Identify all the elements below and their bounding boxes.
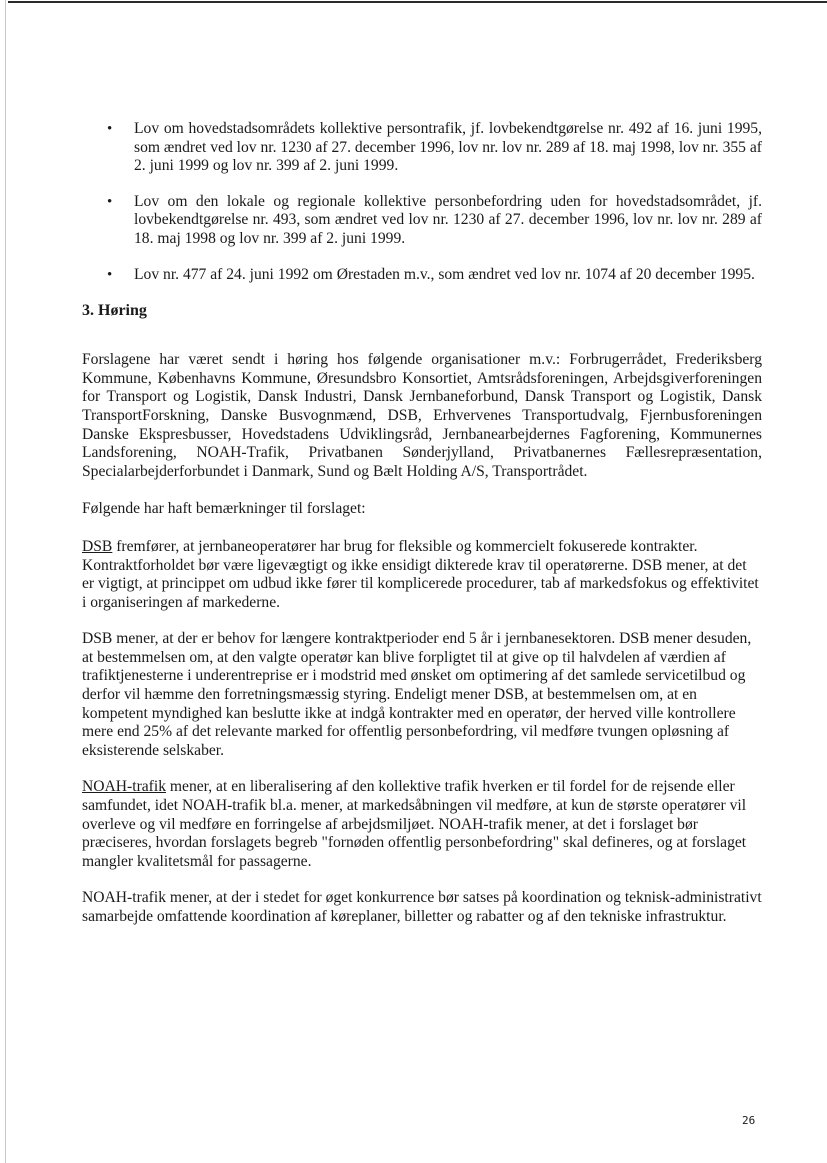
top-rule (8, 1, 827, 3)
dsb-paragraph-1 (82, 538, 762, 612)
page-number: 26 (742, 1114, 756, 1127)
noah-name: NOAH-trafik (82, 778, 167, 796)
list-item (82, 266, 762, 285)
noah-text: mener, at en liberalisering af den kollektive trafik hverken er til fordel for de rejsende eller samfundet, idet NOAH-trafik bl.a. mener, at markedsåbningen vil medføre, at kun de største operatører vil overleve og vil medføre en forringelse af arbejdsmiljøet. NOAH-trafik mener, at det i forslaget bør præciseres, hvordan forslagets begreb "fornøden offentlig personbefordring" skal defineres, og at forslaget mangler kvalitetsmål for passagerne. (82, 778, 747, 870)
dsb-paragraph-2: DSB mener, at der er behov for længere kontraktperioder end 5 år i jernbanesektoren. DSB mener desuden, at bestemmelsen om, at den valgte operatør kan blive forpligtet til at give op til halvdelen af værdien af trafiktjenesterne i underentreprise er i modstrid med ønsket om optimering af det samlede servicetilbud og derfor vil hæmme den forretningsmæssig styring. Endeligt mener DSB, at bestemmelsen om, at en kompetent myndighed kan beslutte ikke at indgå kontrakter med en operatør, der herved ville kontrollere mere end 25% af det relevante marked for offentlig personbefordring, vil medføre tvungen opløsning af eksisterende selskaber. (82, 630, 752, 759)
consultation-paragraph: Forslagene har været sendt i høring hos følgende organisationer m.v.: Forbrugerrådet, Frederiksberg Kommune, Københavns Kommune, Øresundsbro Konsortiet, Amtsrådsforeningen, Arbejdsgiverforeningen for Transport og Logistik, Dansk Industri, Dansk Jernbaneforbund, Dansk Transport og Logistik, Dansk TransportForskning, Danske Busvognmænd, DSB, Erhvervenes Transportudvalg, Fjernbusforeningen Danske Ekspresbusser, Hovedstadens Udviklingsråd, Jernbanearbejdernes Fagforening, Kommunernes Landsforening, NOAH-Trafik, Privatbanen Sønderjylland, Privatbanernes Fællesrepræsentation, Specialarbejderforbundet i Danmark, Sund og Bælt Holding A/S, Transportrådet. (82, 351, 762, 480)
list-item (82, 120, 762, 176)
list-item (82, 193, 762, 249)
list-item-text: Lov om hovedstadsområdets kollektive persontrafik, jf. lovbekendtgørelse nr. 492 af 16. juni 1995, som ændret ved lov nr. 1230 af 27. december 1996, lov nr. lov nr. 289 af 18. maj 1998, lov nr. 355 af 2. juni 1999 og lov nr. 399 af 2. juni 1999. (134, 120, 762, 175)
list-item-text: Lov nr. 477 af 24. juni 1992 om Ørestaden m.v., som ændret ved lov nr. 1074 af 20 december 1995. (134, 265, 755, 283)
bullet-icon: • (107, 121, 113, 137)
scan-edge (5, 0, 6, 1163)
bullet-icon: • (107, 266, 113, 283)
law-list (82, 120, 762, 284)
remarks-intro: Følgende har haft bemærkninger til forslaget: (82, 500, 366, 518)
dsb-text: fremfører, at jernbaneoperatører har brug for fleksible og kommercielt fokuserede kontrakter. Kontraktforholdet bør være ligevægtigt og ikke ensidigt dikterede krav til operatørerne. DSB mener, at det er vigtigt, at princippet om udbud ikke fører til komplicerede procedurer, tab af markedsfokus og effektivitet i organiseringen af markederne. (82, 537, 759, 611)
noah-paragraph-2: NOAH-trafik mener, at der i stedet for øget konkurrence bør satses på koordination og teknisk-administrativt samarbejde omfattende koordination af køreplaner, billetter og rabatter og af den tekniske infrastruktur. (82, 889, 762, 925)
bullet-icon: • (107, 193, 113, 210)
noah-paragraph-1 (82, 778, 762, 871)
section-heading: 3. Høring (82, 302, 147, 320)
document-page (82, 120, 762, 927)
list-item-text: Lov om den lokale og regionale kollektive personbefordring uden for hovedstadsområdet, jf. lovbekendtgørelse nr. 493, som ændret ved lov nr. 1230 af 27. december 1996, lov nr. lov nr. 289 af 18. maj 1998 og lov nr. 399 af 2. juni 1999. (134, 192, 762, 247)
dsb-name: DSB (82, 537, 113, 555)
